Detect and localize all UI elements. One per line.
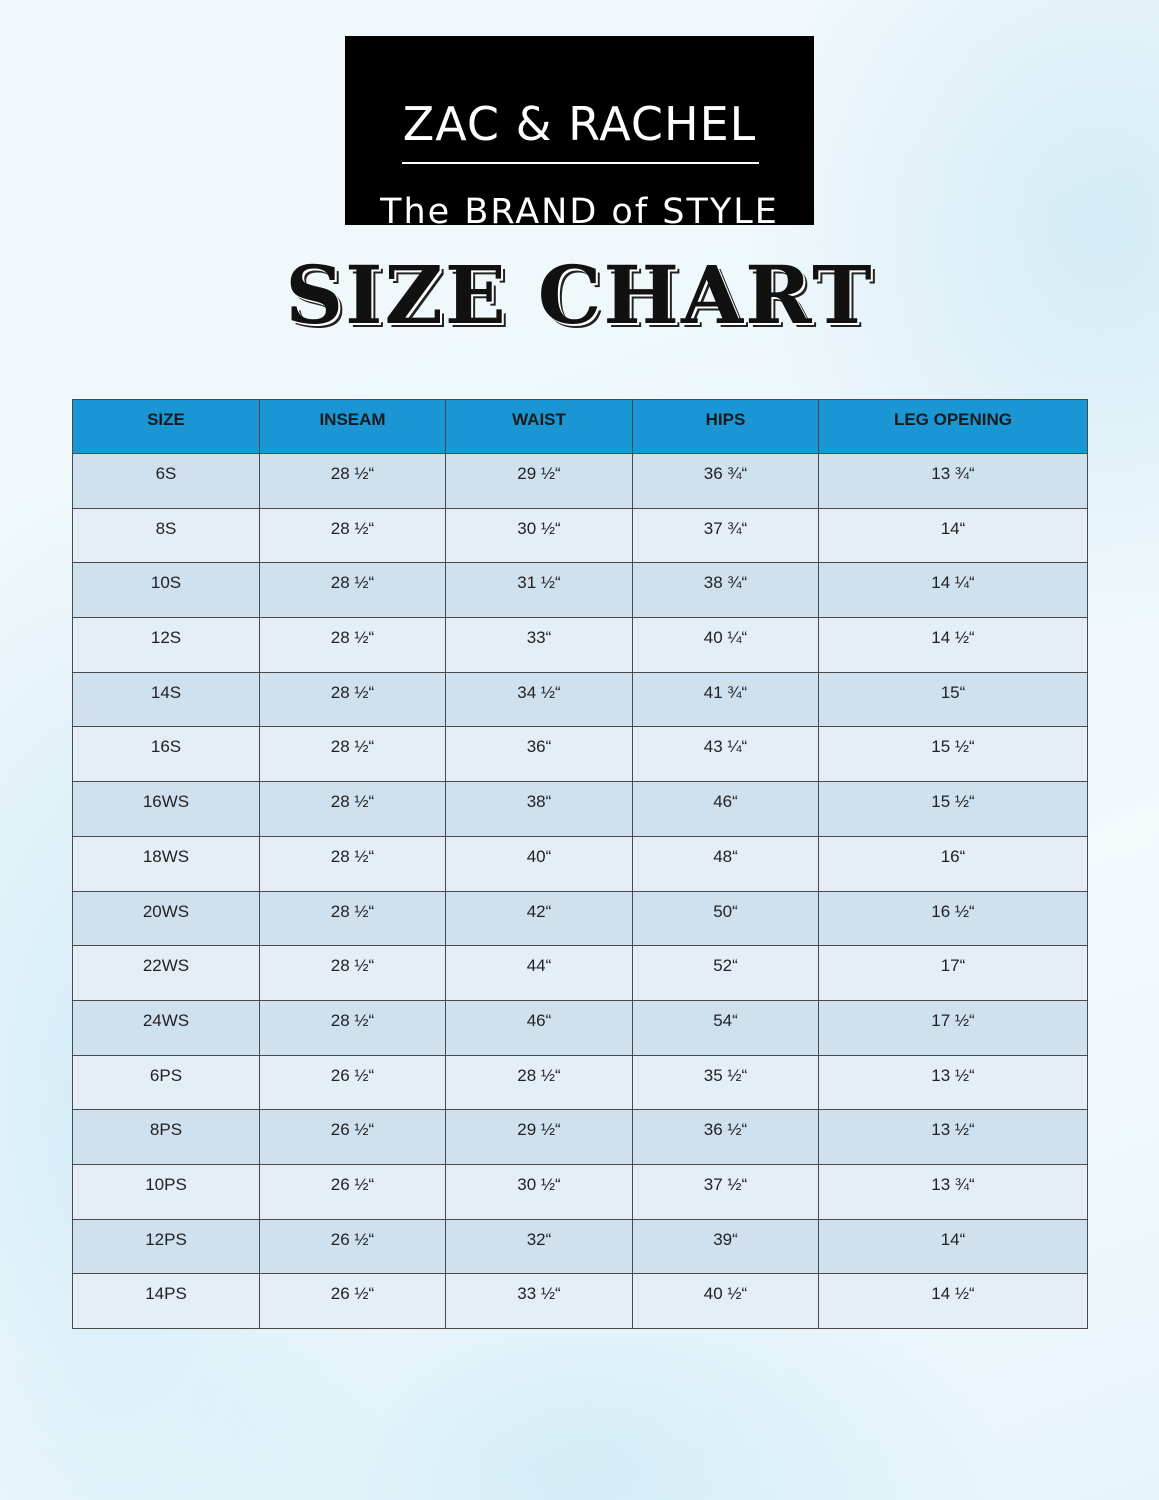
- cell-size: 12PS: [73, 1219, 260, 1274]
- cell-leg-opening: 15 ½“: [819, 782, 1088, 837]
- cell-waist: 33“: [446, 618, 633, 673]
- cell-hips: 39“: [633, 1219, 819, 1274]
- header-leg-opening: LEG OPENING: [819, 400, 1088, 454]
- cell-hips: 52“: [633, 946, 819, 1001]
- cell-waist: 29 ½“: [446, 454, 633, 509]
- cell-size: 18WS: [73, 836, 260, 891]
- cell-waist: 28 ½“: [446, 1055, 633, 1110]
- cell-leg-opening: 17 ½“: [819, 1000, 1088, 1055]
- cell-waist: 33 ½“: [446, 1274, 633, 1329]
- cell-leg-opening: 13 ½“: [819, 1110, 1088, 1165]
- table-row: [73, 1055, 1088, 1110]
- cell-size: 14PS: [73, 1274, 260, 1329]
- table-row: [73, 782, 1088, 837]
- cell-size: 6PS: [73, 1055, 260, 1110]
- brand-tagline: The BRAND of STYLE: [380, 192, 779, 232]
- cell-size: 10PS: [73, 1164, 260, 1219]
- table-row: [73, 672, 1088, 727]
- cell-inseam: 28 ½“: [260, 454, 446, 509]
- cell-waist: 32“: [446, 1219, 633, 1274]
- table-row: [73, 563, 1088, 618]
- cell-leg-opening: 15“: [819, 672, 1088, 727]
- cell-waist: 44“: [446, 946, 633, 1001]
- cell-size: 16WS: [73, 782, 260, 837]
- cell-leg-opening: 17“: [819, 946, 1088, 1001]
- table-row: [73, 1164, 1088, 1219]
- table-row: [73, 836, 1088, 891]
- cell-size: 10S: [73, 563, 260, 618]
- table-row: [73, 946, 1088, 1001]
- logo-divider: [402, 162, 759, 164]
- cell-size: 6S: [73, 454, 260, 509]
- cell-leg-opening: 14 ½“: [819, 618, 1088, 673]
- cell-hips: 35 ½“: [633, 1055, 819, 1110]
- cell-hips: 36 ¾“: [633, 454, 819, 509]
- cell-waist: 42“: [446, 891, 633, 946]
- size-chart-table: [72, 399, 1088, 1329]
- cell-size: 12S: [73, 618, 260, 673]
- cell-size: 24WS: [73, 1000, 260, 1055]
- cell-hips: 37 ½“: [633, 1164, 819, 1219]
- cell-leg-opening: 13 ¾“: [819, 1164, 1088, 1219]
- table-row: [73, 1000, 1088, 1055]
- cell-leg-opening: 15 ½“: [819, 727, 1088, 782]
- header-waist: WAIST: [446, 400, 633, 454]
- cell-hips: 41 ¾“: [633, 672, 819, 727]
- cell-inseam: 28 ½“: [260, 508, 446, 563]
- cell-size: 8S: [73, 508, 260, 563]
- cell-inseam: 28 ½“: [260, 836, 446, 891]
- cell-inseam: 28 ½“: [260, 1000, 446, 1055]
- table-body: [73, 454, 1088, 1329]
- cell-leg-opening: 13 ½“: [819, 1055, 1088, 1110]
- cell-waist: 46“: [446, 1000, 633, 1055]
- cell-inseam: 26 ½“: [260, 1274, 446, 1329]
- cell-inseam: 28 ½“: [260, 563, 446, 618]
- cell-waist: 29 ½“: [446, 1110, 633, 1165]
- cell-hips: 37 ¾“: [633, 508, 819, 563]
- cell-leg-opening: 14 ½“: [819, 1274, 1088, 1329]
- cell-size: 22WS: [73, 946, 260, 1001]
- cell-hips: 40 ½“: [633, 1274, 819, 1329]
- cell-size: 20WS: [73, 891, 260, 946]
- cell-inseam: 26 ½“: [260, 1110, 446, 1165]
- table-header-row: [73, 400, 1088, 454]
- cell-size: 16S: [73, 727, 260, 782]
- cell-waist: 38“: [446, 782, 633, 837]
- table-row: [73, 1274, 1088, 1329]
- cell-hips: 48“: [633, 836, 819, 891]
- table-row: [73, 508, 1088, 563]
- cell-waist: 36“: [446, 727, 633, 782]
- table-row: [73, 1110, 1088, 1165]
- cell-waist: 40“: [446, 836, 633, 891]
- cell-waist: 30 ½“: [446, 1164, 633, 1219]
- cell-waist: 34 ½“: [446, 672, 633, 727]
- header-inseam: INSEAM: [260, 400, 446, 454]
- table-row: [73, 727, 1088, 782]
- brand-name: ZAC & RACHEL: [402, 97, 757, 151]
- cell-inseam: 26 ½“: [260, 1164, 446, 1219]
- table-row: [73, 891, 1088, 946]
- cell-leg-opening: 16 ½“: [819, 891, 1088, 946]
- cell-inseam: 28 ½“: [260, 727, 446, 782]
- cell-hips: 36 ½“: [633, 1110, 819, 1165]
- cell-waist: 30 ½“: [446, 508, 633, 563]
- cell-hips: 40 ¼“: [633, 618, 819, 673]
- cell-inseam: 28 ½“: [260, 946, 446, 1001]
- cell-leg-opening: 14 ¼“: [819, 563, 1088, 618]
- brand-logo: [345, 36, 814, 232]
- cell-inseam: 28 ½“: [260, 891, 446, 946]
- header-size: SIZE: [73, 400, 260, 454]
- table-row: [73, 454, 1088, 509]
- cell-inseam: 26 ½“: [260, 1219, 446, 1274]
- cell-inseam: 28 ½“: [260, 618, 446, 673]
- header-hips: HIPS: [633, 400, 819, 454]
- table-row: [73, 1219, 1088, 1274]
- cell-inseam: 28 ½“: [260, 782, 446, 837]
- cell-hips: 43 ¼“: [633, 727, 819, 782]
- cell-size: 8PS: [73, 1110, 260, 1165]
- cell-hips: 46“: [633, 782, 819, 837]
- cell-inseam: 28 ½“: [260, 672, 446, 727]
- cell-hips: 50“: [633, 891, 819, 946]
- page-title: SIZE CHART: [285, 248, 874, 342]
- cell-leg-opening: 14“: [819, 508, 1088, 563]
- cell-leg-opening: 14“: [819, 1219, 1088, 1274]
- cell-size: 14S: [73, 672, 260, 727]
- cell-hips: 38 ¾“: [633, 563, 819, 618]
- cell-hips: 54“: [633, 1000, 819, 1055]
- cell-leg-opening: 16“: [819, 836, 1088, 891]
- cell-waist: 31 ½“: [446, 563, 633, 618]
- cell-leg-opening: 13 ¾“: [819, 454, 1088, 509]
- cell-inseam: 26 ½“: [260, 1055, 446, 1110]
- table-row: [73, 618, 1088, 673]
